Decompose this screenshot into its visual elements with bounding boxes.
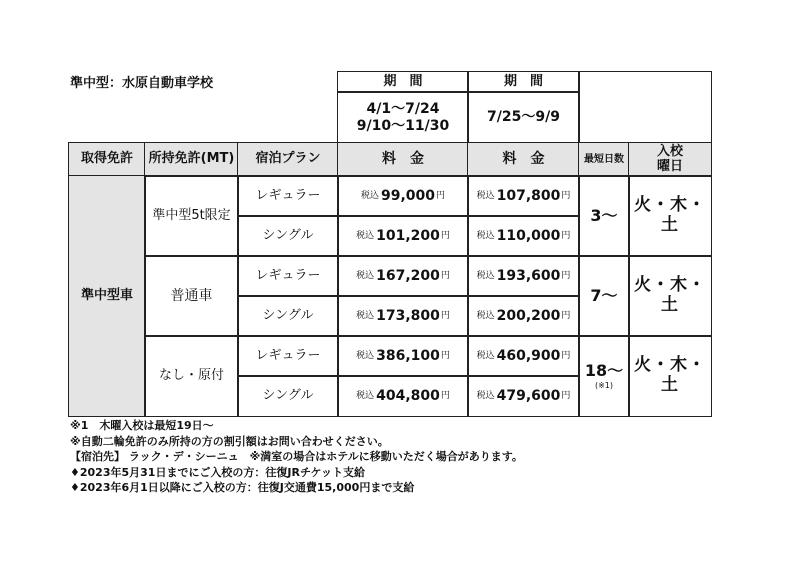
fee-cell: 税込 99,000 円	[337, 175, 469, 217]
header-min-days: 最短日数	[578, 142, 630, 177]
fee-cell: 税込 110,000 円	[467, 215, 580, 257]
note-line: ♦2023年6月1日以降にご入校の方：往復J交通費15,000円まで支給	[70, 481, 415, 494]
license-name-cell	[68, 175, 146, 417]
fee-cell: 税込 167,200 円	[337, 255, 469, 297]
note-line: ♦2023年5月31日までにご入校の方：往復JRチケット支給	[70, 465, 366, 479]
header-fee-1: 料 金	[337, 142, 469, 177]
held-license-cell: 普通車	[144, 255, 239, 337]
held-license-cell: なし・原付	[144, 335, 239, 417]
min-days-cell: 18〜 (※1)	[578, 335, 630, 417]
min-days-footnote-ref: (※1)	[594, 380, 614, 390]
header-held-license: 所持免許(MT)	[144, 142, 239, 177]
period-2-range-cell	[467, 91, 580, 144]
header-fee-2: 料 金	[467, 142, 580, 177]
period-2-range: 7/25〜9/9	[487, 109, 560, 126]
plan-cell: シングル	[237, 375, 339, 417]
plan-cell: シングル	[237, 215, 339, 257]
note-line: 【宿泊先】 ラック・デ・シーニュ ※満室の場合はホテルに移動いただく場合があります。	[70, 450, 523, 463]
entry-days-cell: 火・木・土	[628, 335, 712, 417]
page-title: 準中型：水原自動車学校	[70, 76, 214, 91]
plan-cell: レギュラー	[237, 175, 339, 217]
period-1-range-cell	[337, 91, 469, 144]
header-entry-days: 入校 曜日	[628, 142, 712, 177]
fee-cell: 税込 386,100 円	[337, 335, 469, 377]
period-1-range-line1: 4/1〜7/24	[366, 101, 440, 118]
fee-cell: 税込 107,800 円	[467, 175, 580, 217]
period-1-range-line2: 9/10〜11/30	[356, 117, 450, 134]
fee-cell: 税込 173,800 円	[337, 295, 469, 337]
plan-cell: レギュラー	[237, 335, 339, 377]
note-line: ※1 木曜入校は最短19日〜	[70, 419, 214, 432]
held-license-cell: 準中型5t限定	[144, 175, 239, 257]
header-license: 取得免許	[68, 142, 146, 177]
note-line: ※自動二輪免許のみ所持の方の割引額はお問い合わせください。	[70, 434, 389, 448]
min-days-cell: 3〜	[578, 175, 630, 257]
fee-cell: 税込 200,200 円	[467, 295, 580, 337]
fee-cell: 税込 404,800 円	[337, 375, 469, 417]
period-1-label-cell	[337, 71, 469, 93]
fee-cell: 税込 101,200 円	[337, 215, 469, 257]
entry-days-cell: 火・木・土	[628, 255, 712, 337]
entry-days-cell: 火・木・土	[628, 175, 712, 257]
plan-cell: レギュラー	[237, 255, 339, 297]
period-2-label-cell	[467, 71, 580, 93]
notes-section	[70, 418, 523, 496]
fee-cell: 税込 460,900 円	[467, 335, 580, 377]
plan-cell: シングル	[237, 295, 339, 337]
period-1-label: 期 間	[383, 73, 423, 89]
min-days-cell: 7〜	[578, 255, 630, 337]
header-plan: 宿泊プラン	[237, 142, 339, 177]
fee-cell: 税込 479,600 円	[467, 375, 580, 417]
period-blank-cell	[578, 71, 712, 144]
fee-cell: 税込 193,600 円	[467, 255, 580, 297]
period-2-label: 期 間	[503, 73, 543, 89]
license-name: 準中型車	[80, 287, 133, 303]
